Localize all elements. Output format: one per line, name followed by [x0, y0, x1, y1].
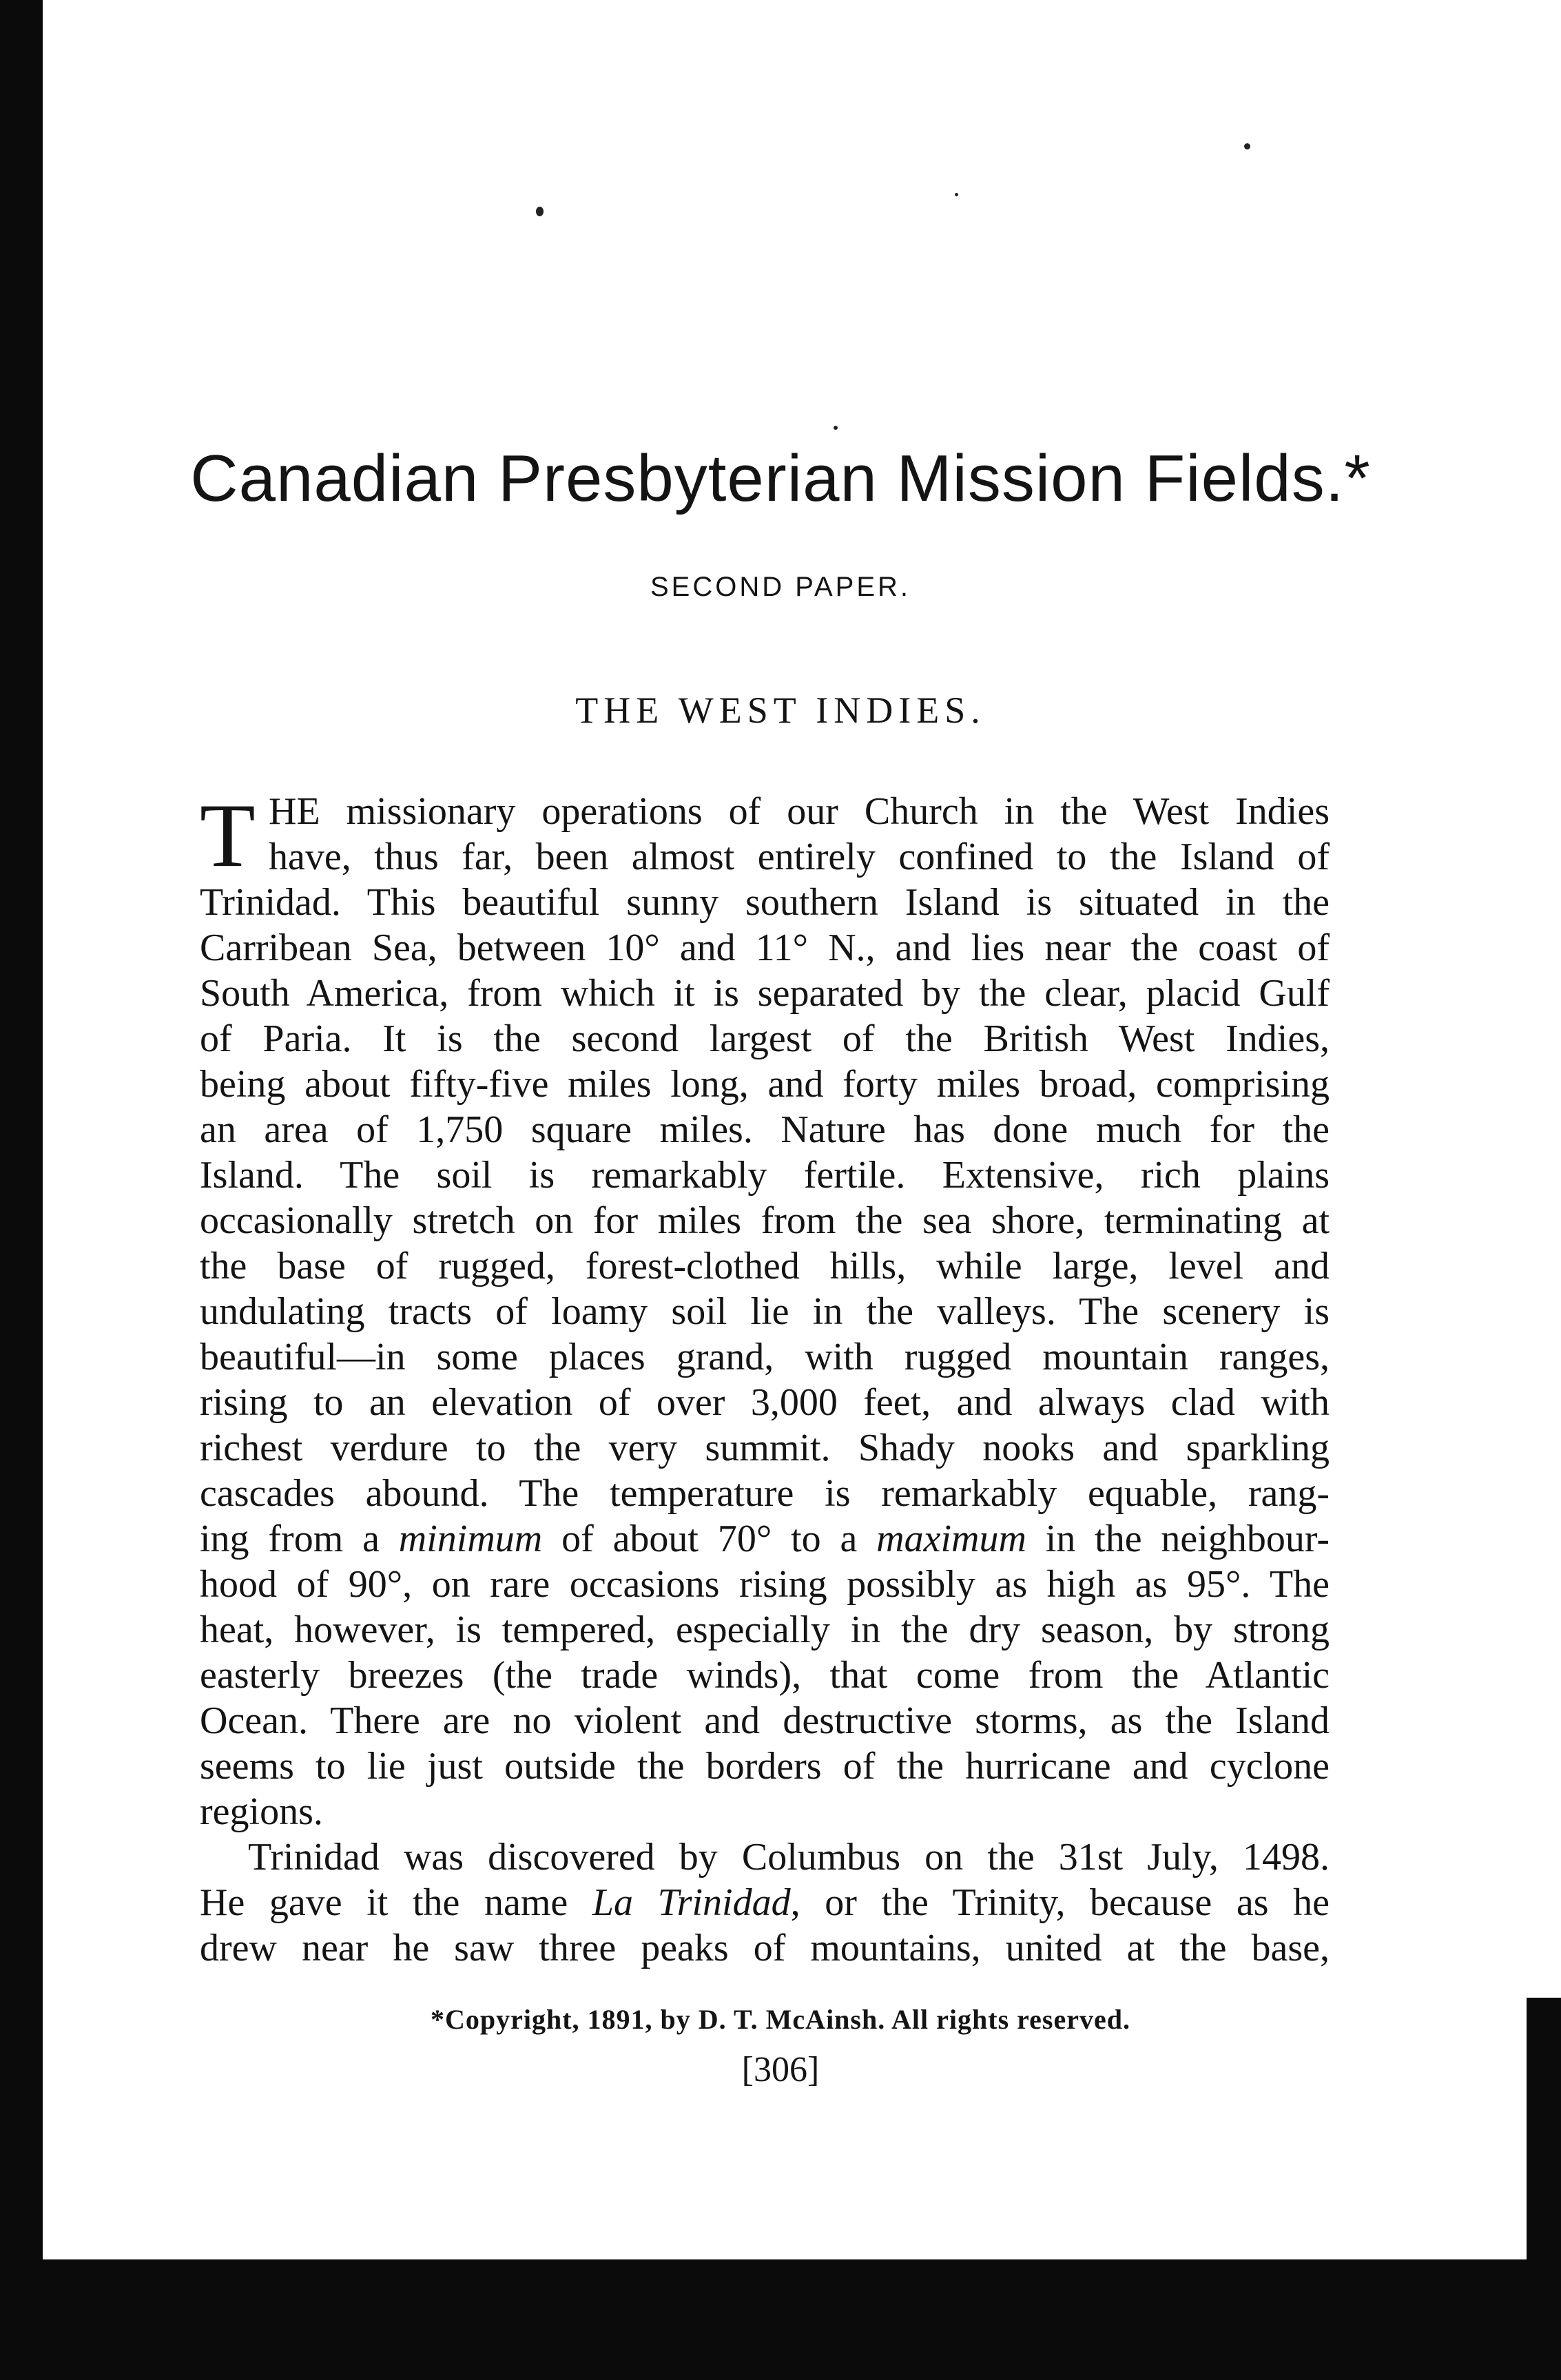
body-line: Trinidad. This beautiful sunny southern Island is situated in the — [200, 881, 1330, 924]
article-title: Canadian Presbyterian Mission Fields.* — [190, 442, 1371, 515]
body-line: heat, however, is tempered, especially in the dry season, by strong — [200, 1608, 1330, 1651]
body-line: hood of 90°, on rare occasions rising possibly as high as 95°. The — [200, 1563, 1330, 1606]
body-line: Ocean. There are no violent and destructive storms, as the Island — [200, 1699, 1330, 1742]
body-line: cascades abound. The temperature is remarkably equable, rang- — [200, 1472, 1330, 1515]
body-line: being about fifty-five miles long, and forty miles broad, comprising — [200, 1063, 1330, 1106]
body-line: the base of rugged, forest-clothed hills, while large, level and — [200, 1245, 1330, 1287]
body-line: easterly breezes (the trade winds), that come from the Atlantic — [200, 1654, 1330, 1697]
body-line — [200, 1880, 1330, 1925]
body-line-text: HE missionary operations of our Church in the West Indies — [269, 790, 1330, 833]
body-line: Trinidad was discovered by Columbus on the 31st July, 1498. — [248, 1836, 1330, 1879]
scan-speck — [536, 207, 544, 216]
body-line: an area of 1,750 square miles. Nature has done much for the — [200, 1108, 1330, 1151]
drop-cap: T — [200, 785, 256, 886]
body-line-text: He gave it the name — [200, 1881, 592, 1924]
body-line: occasionally stretch on for miles from the sea shore, terminating at — [200, 1199, 1330, 1242]
body-line: South America, from which it is separated by the clear, placid Gulf — [200, 972, 1330, 1015]
body-line-text: of about 70° to a — [542, 1518, 877, 1560]
scan-speck — [1244, 143, 1250, 149]
body-line: undulating tracts of loamy soil lie in the valleys. The scenery is — [200, 1290, 1330, 1333]
body-line-text: in the neighbour- — [1026, 1518, 1330, 1560]
scan-speck — [955, 193, 958, 196]
body-line: have, thus far, been almost entirely confined to the Island of — [269, 836, 1330, 878]
body-line-text: , or the Trinity, because as he — [790, 1881, 1330, 1924]
body-line: regions. — [200, 1790, 323, 1833]
scan-edge-right — [1527, 1998, 1561, 2273]
body-line: Island. The soil is remarkably fertile. Extensive, rich plains — [200, 1154, 1330, 1197]
italic-term: minimum — [398, 1518, 543, 1560]
section-heading: THE WEST INDIES. — [575, 690, 986, 731]
body-line — [200, 1516, 1330, 1562]
article-body — [200, 785, 1330, 1971]
scan-speck — [834, 426, 838, 430]
copyright-footnote: *Copyright, 1891, by D. T. McAinsh. All rights reserved. — [430, 2004, 1131, 2035]
body-line: richest verdure to the very summit. Shady nooks and sparkling — [200, 1427, 1330, 1469]
body-line-text: ing from a — [200, 1518, 399, 1560]
page-number: [306] — [741, 2050, 820, 2089]
body-line: of Paria. It is the second largest of the British West Indies, — [200, 1017, 1330, 1060]
body-line: beautiful—in some places grand, with rugged mountain ranges, — [200, 1336, 1330, 1378]
italic-term: maximum — [876, 1518, 1026, 1560]
italic-term: La Trinidad — [592, 1881, 791, 1924]
scan-edge-bottom — [0, 2259, 1561, 2380]
body-line: rising to an elevation of over 3,000 feet, and always clad with — [200, 1381, 1330, 1424]
body-line: drew near he saw three peaks of mountains, united at the base, — [200, 1927, 1330, 1969]
body-line: seems to lie just outside the borders of the hurricane and cyclone — [200, 1745, 1330, 1788]
body-line: Carribean Sea, between 10° and 11° N., and lies near the coast of — [200, 927, 1330, 969]
article-subtitle: SECOND PAPER. — [650, 572, 911, 602]
